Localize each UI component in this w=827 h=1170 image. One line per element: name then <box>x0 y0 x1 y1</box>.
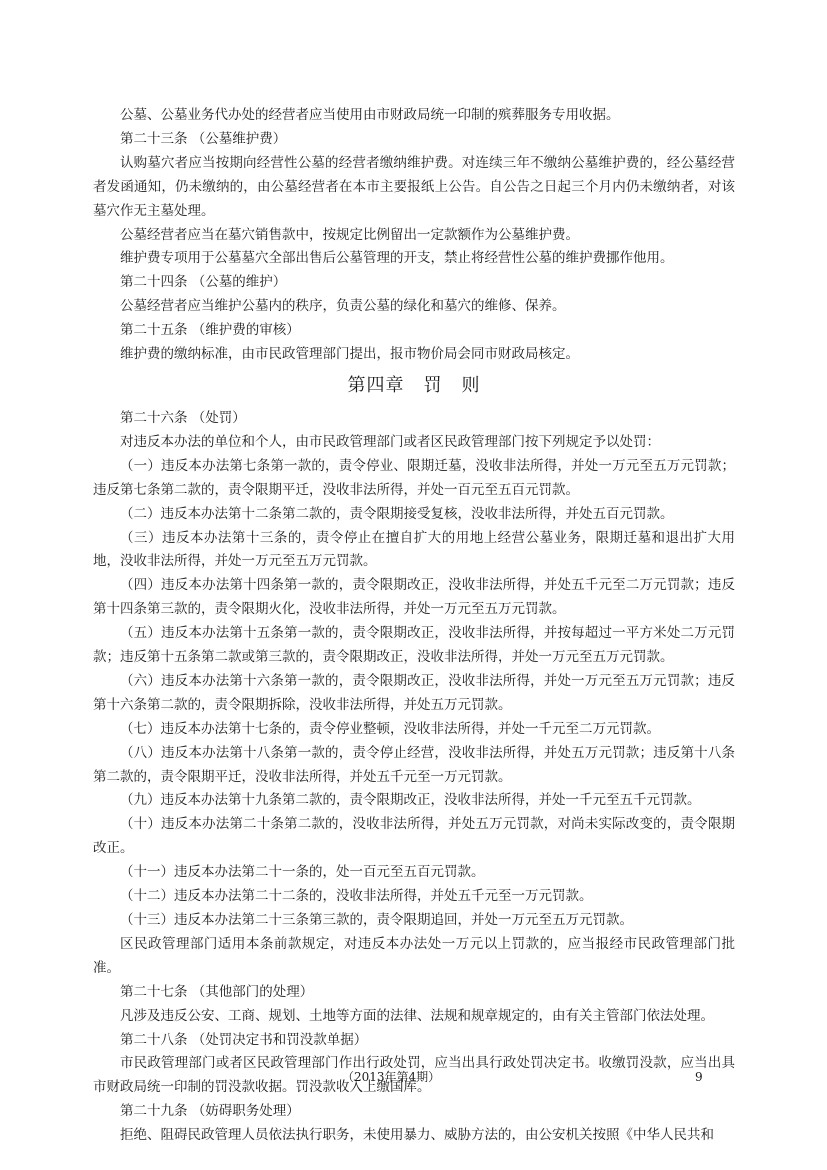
paragraph: 市民政管理部门或者区民政管理部门作出行政处罚，应当出具行政处罚决定书。收缴罚没款，应当出具市财政局统一印制的罚没款收据。罚没款收入上缴国库。 <box>93 1055 735 1096</box>
paragraph: （十三）违反本办法第二十三条第三款的，责令限期追回，并处一万元至五万元罚款。 <box>120 912 633 928</box>
page-footer <box>0 1067 827 1087</box>
paragraph: （十一）违反本办法第二十一条的，处一百元至五百元罚款。 <box>120 864 485 881</box>
paragraph: 第二十五条 （维护费的审核） <box>120 322 300 339</box>
chapter-title: 第四章 罚 则 <box>347 374 481 396</box>
paragraph: （七）违反本办法第十七条的，责令停业整顿，没收非法所得，并处一千元至二万元罚款。 <box>120 720 660 737</box>
paragraph: 第二十七条 （其他部门的处理） <box>120 983 314 1000</box>
paragraph: 公墓经营者应当维护公墓内的秩序，负责公墓的绿化和墓穴的维修、保养。 <box>120 298 566 315</box>
page-number: 9 <box>695 1070 703 1084</box>
paragraph: （四）违反本办法第十四条第一款的，责令限期改正，没收非法所得，并处五千元至二万元罚款；违反第十四条第三款的，责令限期火化，没收非法所得，并处一万元至五万元罚款。 <box>93 577 735 618</box>
paragraph: 公墓经营者应当在墓穴销售款中，按规定比例留出一定款额作为公墓维护费。 <box>120 226 579 243</box>
paragraph: （五）违反本办法第十五条第一款的，责令限期改正，没收非法所得，并按每超过一平方米处二万元罚款；违反第十五条第二款或第三款的，责令限期改正，没收非法所得，并处一万元至五万元罚款。 <box>93 625 735 666</box>
paragraph: 对违反本办法的单位和个人，由市民政管理部门或者区民政管理部门按下列规定予以处罚： <box>120 433 660 450</box>
paragraph: （一）违反本办法第七条第一款的，责令停业、限期迁墓，没收非法所得，并处一万元至五万元罚款；违反第七条第二款的，责令限期平迁，没收非法所得，并处一百元至五百元罚款。 <box>93 457 735 498</box>
paragraph: （十）违反本办法第二十条第二款的，没收非法所得，并处五万元罚款，对尚未实际改变的，责令限期改正。 <box>93 816 735 857</box>
paragraph: （八）违反本办法第十八条第一款的，责令停止经营，没收非法所得，并处五万元罚款；违反第十八条第二款的，责令限期平迁，没收非法所得，并处五千元至一万元罚款。 <box>93 744 735 785</box>
paragraph: 维护费专项用于公墓墓穴全部出售后公墓管理的开支，禁止将经营性公墓的维护费挪作他用。 <box>120 250 674 267</box>
paragraph: 第二十六条 （处罚） <box>120 409 246 426</box>
paragraph: （九）违反本办法第十九条第二款的，责令限期改正，没收非法所得，并处一千元至五千元罚款。 <box>120 792 701 809</box>
paragraph: 第二十四条 （公墓的维护） <box>120 274 287 291</box>
paragraph: （三）违反本办法第十三条的，责令停止在擅自扩大的用地上经营公墓业务，限期迁墓和退出扩大用地，没收非法所得，并处一万元至五万元罚款。 <box>93 529 735 570</box>
paragraph: （六）违反本办法第十六条第一款的，责令限期改正，没收非法所得，并处一万元至五万元罚款；违反第十六条第二款的，责令限期拆除，没收非法所得，并处五万元罚款。 <box>93 672 735 713</box>
document-body <box>93 104 735 1148</box>
section-top <box>93 104 735 367</box>
section-bottom <box>93 407 735 1148</box>
paragraph: 认购墓穴者应当按期向经营性公墓的经营者缴纳维护费。对连续三年不缴纳公墓维护费的，经公墓经营者发函通知，仍未缴纳的，由公墓经营者在本市主要报纸上公告。自公告之日起三个月内仍未缴纳者，对该墓穴作无主墓处理。 <box>93 154 735 219</box>
paragraph: （二）违反本办法第十二条第二款的，责令限期接受复核，没收非法所得，并处五百元罚款。 <box>120 505 674 522</box>
paragraph: 拒绝、阻碍民政管理人员依法执行职务，未使用暴力、威胁方法的，由公安机关按照《中华人民共和 <box>120 1127 714 1144</box>
paragraph: 第二十九条 （妨碍职务处理） <box>120 1103 300 1120</box>
paragraph: 第二十八条 （处罚决定书和罚没款单据） <box>120 1031 368 1048</box>
paragraph: 维护费的缴纳标准，由市民政管理部门提出，报市物价局会同市财政局核定。 <box>120 346 579 363</box>
paragraph: 区民政管理部门适用本条前款规定，对违反本办法处一万元以上罚款的，应当报经市民政管理部门批准。 <box>93 935 735 976</box>
paragraph: 公墓、公墓业务代办处的经营者应当使用由市财政局统一印制的殡葬服务专用收据。 <box>120 107 620 123</box>
paragraph: 第二十三条 （公墓维护费） <box>120 130 287 147</box>
paragraph: （十二）违反本办法第二十二条的，没收非法所得，并处五千元至一万元罚款。 <box>120 888 593 905</box>
paragraph: 凡涉及违反公安、工商、规划、土地等方面的法律、法规和规章规定的，由有关主管部门依法处理。 <box>120 1007 714 1024</box>
issue-label: （2013年第4期） <box>342 1070 441 1084</box>
